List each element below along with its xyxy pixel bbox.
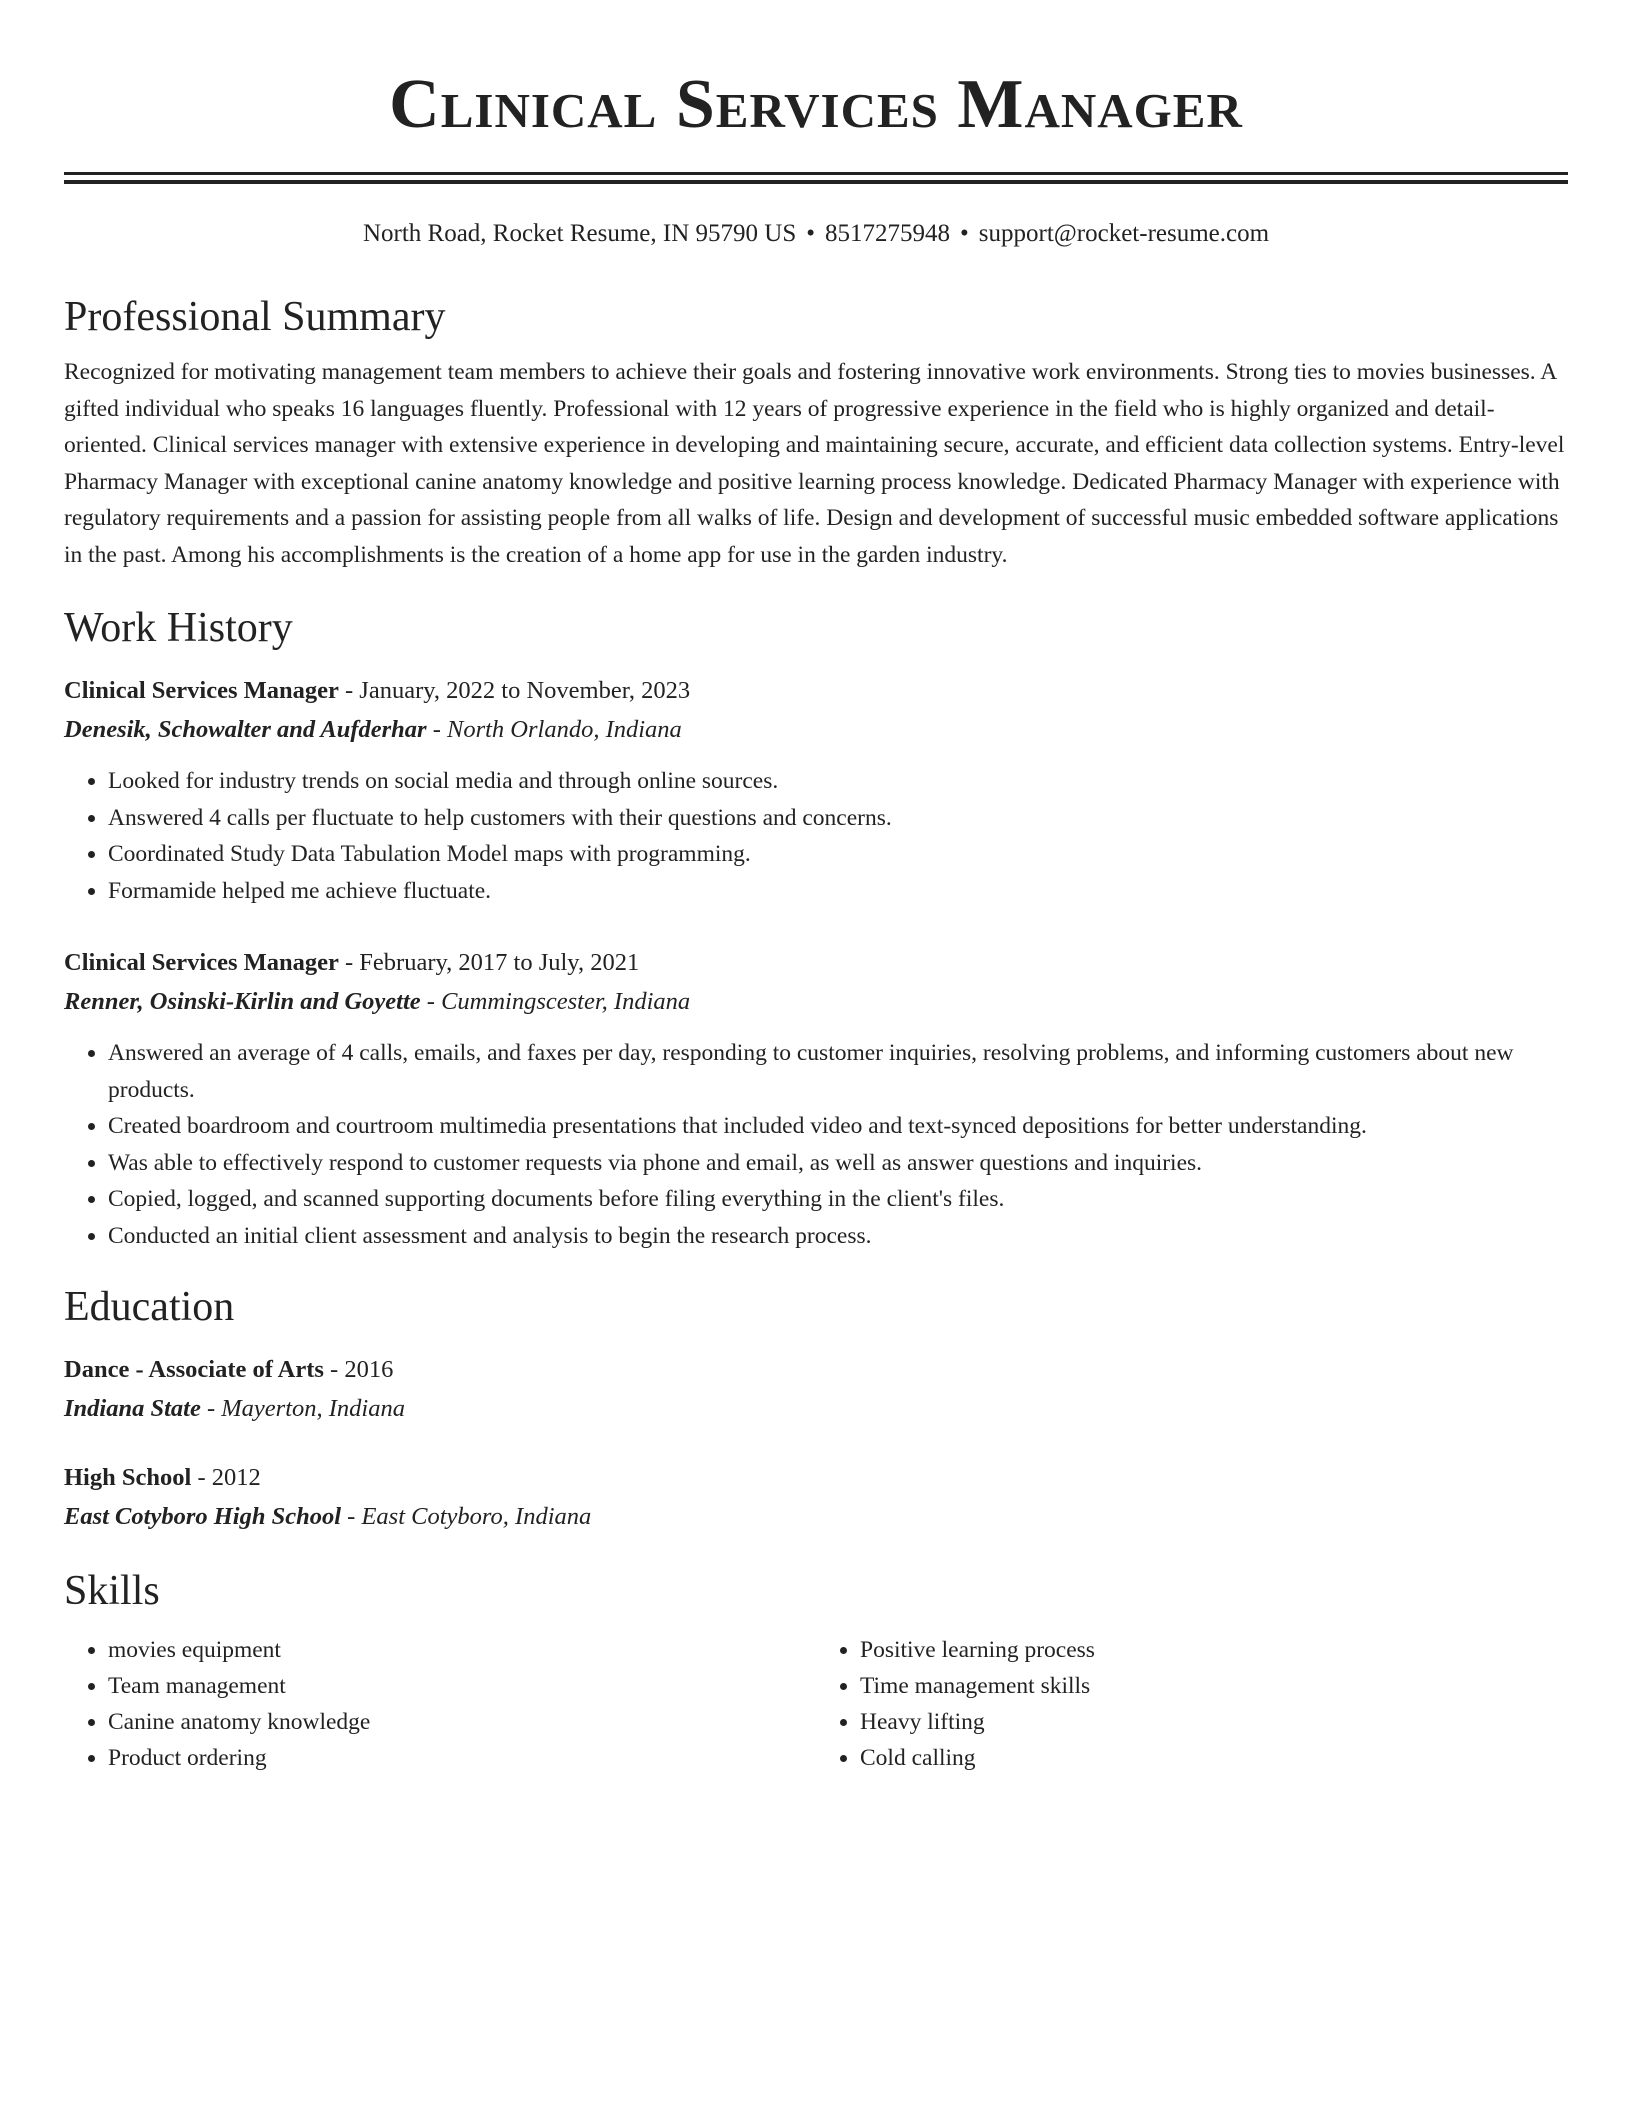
company-location: - Cummingscester, Indiana	[420, 988, 691, 1015]
degree-line	[64, 1350, 1568, 1389]
degree-name: High School	[64, 1464, 192, 1491]
company-line	[64, 710, 1568, 749]
job-entry	[64, 943, 1568, 1254]
skill-item: • Heavy lifting	[860, 1704, 1568, 1740]
skills-column-right	[816, 1632, 1568, 1776]
school-location: - East Cotyboro, Indiana	[341, 1503, 592, 1530]
job-title: Clinical Services Manager	[64, 949, 339, 976]
job-bullet: • Formamide helped me achieve fluctuate.	[108, 873, 1568, 910]
job-bullets	[64, 1035, 1568, 1254]
job-bullet: • Copied, logged, and scanned supporting documents before filing everything in the client's files.	[108, 1181, 1568, 1218]
contact-separator: •	[960, 220, 969, 247]
education-entry	[64, 1458, 1568, 1536]
skills-heading: Skills	[64, 1568, 160, 1614]
summary-heading: Professional Summary	[64, 294, 446, 340]
resume-page	[64, 0, 1568, 1776]
education-heading: Education	[64, 1284, 235, 1330]
job-bullet: • Conducted an initial client assessment and analysis to begin the research process.	[108, 1218, 1568, 1255]
degree-line	[64, 1458, 1568, 1497]
job-bullet: • Created boardroom and courtroom multimedia presentations that included video and text-synced depositions for better understanding.	[108, 1108, 1568, 1145]
skills-grid	[64, 1632, 1568, 1776]
header-rule-top	[64, 172, 1568, 175]
job-bullet: • Looked for industry trends on social media and through online sources.	[108, 763, 1568, 800]
job-title-line	[64, 671, 1568, 710]
school-line	[64, 1497, 1568, 1536]
header-rule-bottom	[64, 180, 1568, 184]
skills-column-left	[64, 1632, 816, 1776]
education-entry	[64, 1350, 1568, 1428]
company-name: Renner, Osinski-Kirlin and Goyette	[64, 988, 421, 1015]
job-entry	[64, 671, 1568, 909]
job-dates: - February, 2017 to July, 2021	[338, 949, 640, 976]
degree-year: - 2016	[323, 1356, 394, 1383]
contact-separator: •	[806, 220, 815, 247]
skill-item: • Positive learning process	[860, 1632, 1568, 1668]
company-location: - North Orlando, Indiana	[426, 716, 682, 743]
company-line	[64, 982, 1568, 1021]
job-title: Clinical Services Manager	[64, 677, 339, 704]
company-name: Denesik, Schowalter and Aufderhar	[64, 716, 427, 743]
skill-item: • Team management	[108, 1668, 816, 1704]
contact-phone: 8517275948	[825, 220, 950, 247]
job-bullet: • Coordinated Study Data Tabulation Model maps with programming.	[108, 836, 1568, 873]
skill-item: • Time management skills	[860, 1668, 1568, 1704]
school-name: East Cotyboro High School	[64, 1503, 342, 1530]
contact-address: North Road, Rocket Resume, IN 95790 US	[362, 220, 797, 247]
resume-title: Clinical Services Manager	[389, 66, 1243, 143]
summary-text: Recognized for motivating management team members to achieve their goals and fostering innovative work environments. Strong ties to movies businesses. A gifted individual who speaks 16 languages fluently. Professional with 12 years of progressive experience in the field who is highly organized and detail-oriented. Clinical services manager with extensive experience in developing and maintaining secure, accurate, and efficient data collection systems. Entry-level Pharmacy Manager with exceptional canine anatomy knowledge and positive learning process knowledge. Dedicated Pharmacy Manager with experience with regulatory requirements and a passion for assisting people from all walks of life. Design and development of successful music embedded software applications in the past. Among his accomplishments is the creation of a home app for use in the garden industry.	[64, 359, 1565, 568]
degree-name: Dance - Associate of Arts	[64, 1356, 324, 1383]
skill-item: • Cold calling	[860, 1740, 1568, 1776]
school-line	[64, 1389, 1568, 1428]
degree-year: - 2012	[191, 1464, 261, 1491]
contact-line	[64, 218, 1568, 250]
contact-email: support@rocket-resume.com	[978, 220, 1270, 247]
school-location: - Mayerton, Indiana	[200, 1395, 405, 1422]
job-bullet: • Answered an average of 4 calls, emails, and faxes per day, responding to customer inquiries, resolving problems, and informing customers about new products.	[108, 1035, 1568, 1108]
job-bullet: • Was able to effectively respond to customer requests via phone and email, as well as answer questions and inquiries.	[108, 1145, 1568, 1182]
skill-item: • movies equipment	[108, 1632, 816, 1668]
job-bullets	[64, 763, 1568, 909]
job-dates: - January, 2022 to November, 2023	[338, 677, 691, 704]
school-name: Indiana State	[64, 1395, 201, 1422]
job-bullet: • Answered 4 calls per fluctuate to help customers with their questions and concerns.	[108, 800, 1568, 837]
work-history-heading: Work History	[64, 605, 293, 651]
job-title-line	[64, 943, 1568, 982]
skill-item: • Canine anatomy knowledge	[108, 1704, 816, 1740]
skill-item: • Product ordering	[108, 1740, 816, 1776]
